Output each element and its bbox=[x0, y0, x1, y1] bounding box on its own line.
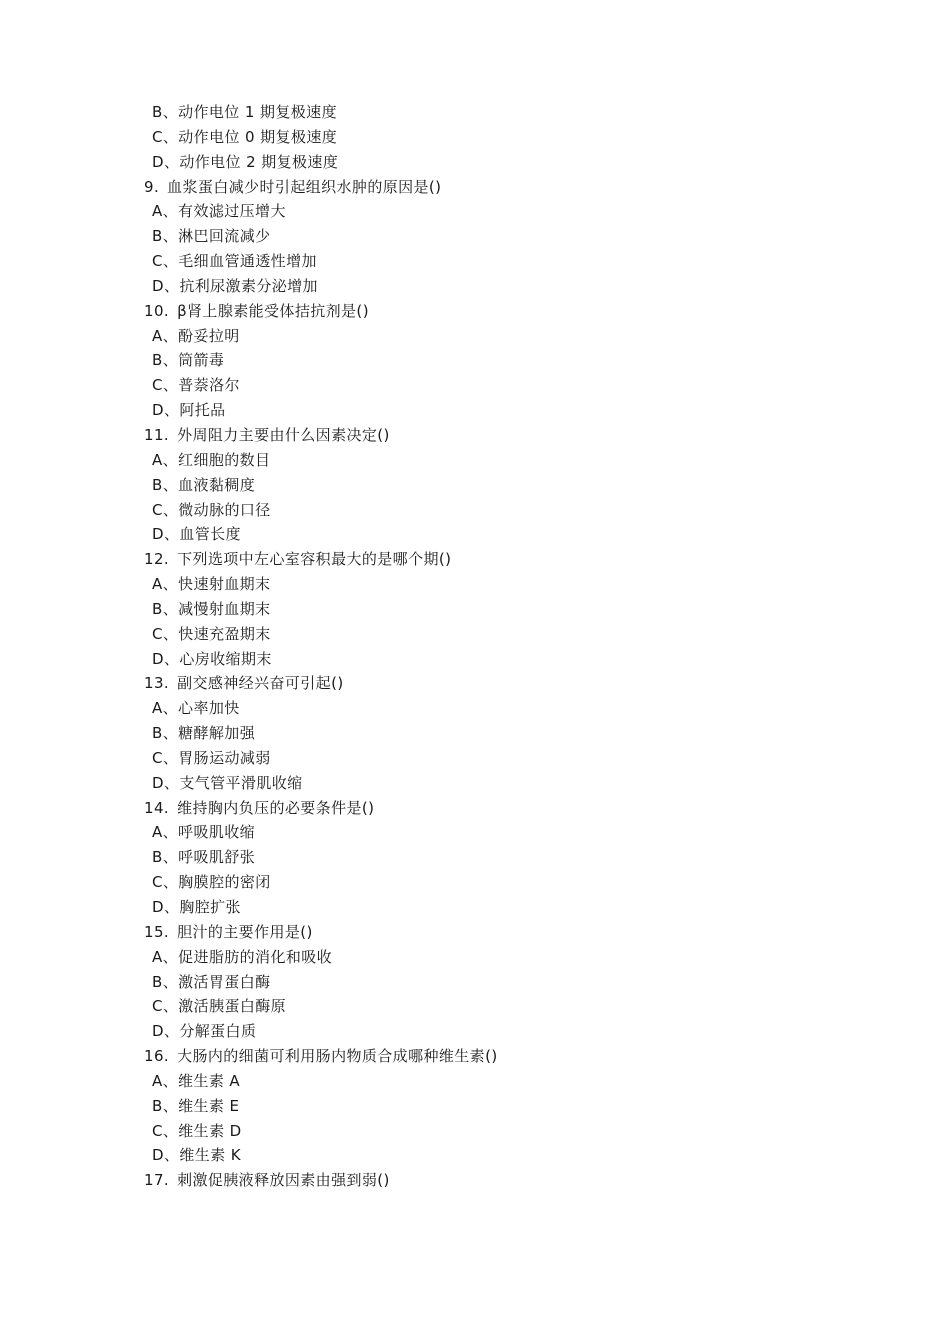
question-line bbox=[0, 671, 950, 696]
option-text: A、促进脂肪的消化和吸收 bbox=[152, 947, 333, 966]
question-text: 大肠内的细菌可利用肠内物质合成哪种维生素() bbox=[177, 1047, 498, 1066]
document-page bbox=[0, 100, 950, 1193]
option-text: D、胸腔扩张 bbox=[152, 898, 241, 916]
question-line bbox=[0, 920, 950, 945]
question-number: 17. bbox=[144, 1171, 170, 1190]
option-text: D、血管长度 bbox=[152, 525, 241, 544]
question-text: β肾上腺素能受体拮抗剂是() bbox=[177, 301, 369, 320]
question-number: 11. bbox=[144, 425, 170, 444]
option-text: D、分解蛋白质 bbox=[152, 1022, 257, 1041]
option-line bbox=[0, 1119, 950, 1144]
option-text: C、激活胰蛋白酶原 bbox=[152, 997, 287, 1016]
question-text: 外周阻力主要由什么因素决定() bbox=[177, 425, 390, 444]
option-line bbox=[0, 771, 950, 796]
question-line bbox=[0, 796, 950, 821]
option-line bbox=[0, 597, 950, 622]
option-text: A、心率加快 bbox=[152, 699, 240, 718]
option-text: C、动作电位 0 期复极速度 bbox=[152, 127, 338, 146]
question-line bbox=[0, 1168, 950, 1193]
option-text: A、酚妥拉明 bbox=[152, 326, 240, 345]
option-line bbox=[0, 994, 950, 1019]
question-number: 12. bbox=[144, 550, 170, 569]
option-text: C、微动脉的口径 bbox=[152, 500, 271, 519]
option-text: B、维生素 E bbox=[152, 1096, 240, 1115]
option-line bbox=[0, 150, 950, 175]
question-number: 16. bbox=[144, 1047, 170, 1066]
option-text: D、抗利尿激素分泌增加 bbox=[152, 276, 318, 295]
option-text: C、毛细血管通透性增加 bbox=[152, 252, 317, 271]
option-line bbox=[0, 696, 950, 721]
option-line bbox=[0, 572, 950, 597]
option-text: C、胃肠运动减弱 bbox=[152, 748, 271, 767]
option-line bbox=[0, 324, 950, 349]
question-number: 14. bbox=[144, 798, 170, 817]
option-line bbox=[0, 622, 950, 647]
option-line bbox=[0, 224, 950, 249]
option-text: D、维生素 K bbox=[152, 1146, 241, 1165]
question-line bbox=[0, 1044, 950, 1069]
question-text: 维持胸内负压的必要条件是() bbox=[177, 798, 375, 817]
question-text: 下列选项中左心室容积最大的是哪个期() bbox=[177, 550, 452, 569]
option-text: B、减慢射血期末 bbox=[152, 599, 271, 618]
option-line bbox=[0, 647, 950, 672]
option-line bbox=[0, 870, 950, 895]
option-line bbox=[0, 100, 950, 125]
option-line bbox=[0, 199, 950, 224]
option-line bbox=[0, 845, 950, 870]
question-text: 胆汁的主要作用是() bbox=[177, 922, 313, 941]
option-line bbox=[0, 895, 950, 920]
option-text: A、快速射血期末 bbox=[152, 575, 271, 594]
question-number: 13. bbox=[144, 674, 170, 693]
question-number: 15. bbox=[144, 922, 170, 941]
option-line bbox=[0, 448, 950, 473]
option-line bbox=[0, 721, 950, 746]
question-line bbox=[0, 299, 950, 324]
option-line bbox=[0, 274, 950, 299]
option-line bbox=[0, 473, 950, 498]
question-text: 血浆蛋白减少时引起组织水肿的原因是() bbox=[167, 177, 442, 196]
option-text: D、心房收缩期末 bbox=[152, 649, 272, 668]
option-line bbox=[0, 249, 950, 274]
question-text: 副交感神经兴奋可引起() bbox=[177, 674, 344, 693]
option-text: A、维生素 A bbox=[152, 1071, 241, 1090]
option-line bbox=[0, 1069, 950, 1094]
option-text: C、胸膜腔的密闭 bbox=[152, 873, 271, 892]
option-text: C、普萘洛尔 bbox=[152, 376, 240, 395]
option-text: C、维生素 D bbox=[152, 1121, 242, 1140]
option-text: B、呼吸肌舒张 bbox=[152, 848, 256, 867]
option-text: A、有效滤过压增大 bbox=[152, 202, 286, 221]
option-line bbox=[0, 498, 950, 523]
option-text: B、筒箭毒 bbox=[152, 351, 225, 370]
question-line bbox=[0, 175, 950, 200]
question-number: 10. bbox=[144, 301, 170, 320]
option-line bbox=[0, 125, 950, 150]
option-text: D、支气管平滑肌收缩 bbox=[152, 773, 303, 792]
option-text: B、血液黏稠度 bbox=[152, 475, 256, 494]
question-text: 刺激促胰液释放因素由强到弱() bbox=[177, 1171, 390, 1190]
option-line bbox=[0, 522, 950, 547]
option-text: B、糖酵解加强 bbox=[152, 724, 256, 743]
option-text: B、淋巴回流减少 bbox=[152, 227, 271, 246]
option-text: A、呼吸肌收缩 bbox=[152, 823, 256, 842]
option-line bbox=[0, 373, 950, 398]
option-text: D、动作电位 2 期复极速度 bbox=[152, 152, 339, 171]
option-text: B、动作电位 1 期复极速度 bbox=[152, 103, 337, 121]
option-text: D、阿托品 bbox=[152, 401, 226, 420]
option-line bbox=[0, 1019, 950, 1044]
option-line bbox=[0, 746, 950, 771]
question-line bbox=[0, 423, 950, 448]
option-line bbox=[0, 1143, 950, 1168]
option-line bbox=[0, 945, 950, 970]
option-line bbox=[0, 820, 950, 845]
option-text: C、快速充盈期末 bbox=[152, 624, 271, 643]
question-line bbox=[0, 547, 950, 572]
option-line bbox=[0, 348, 950, 373]
option-line bbox=[0, 398, 950, 423]
option-text: A、红细胞的数目 bbox=[152, 450, 271, 469]
question-number: 9. bbox=[144, 177, 160, 196]
option-line bbox=[0, 970, 950, 995]
option-text: B、激活胃蛋白酶 bbox=[152, 972, 271, 991]
option-line bbox=[0, 1094, 950, 1119]
